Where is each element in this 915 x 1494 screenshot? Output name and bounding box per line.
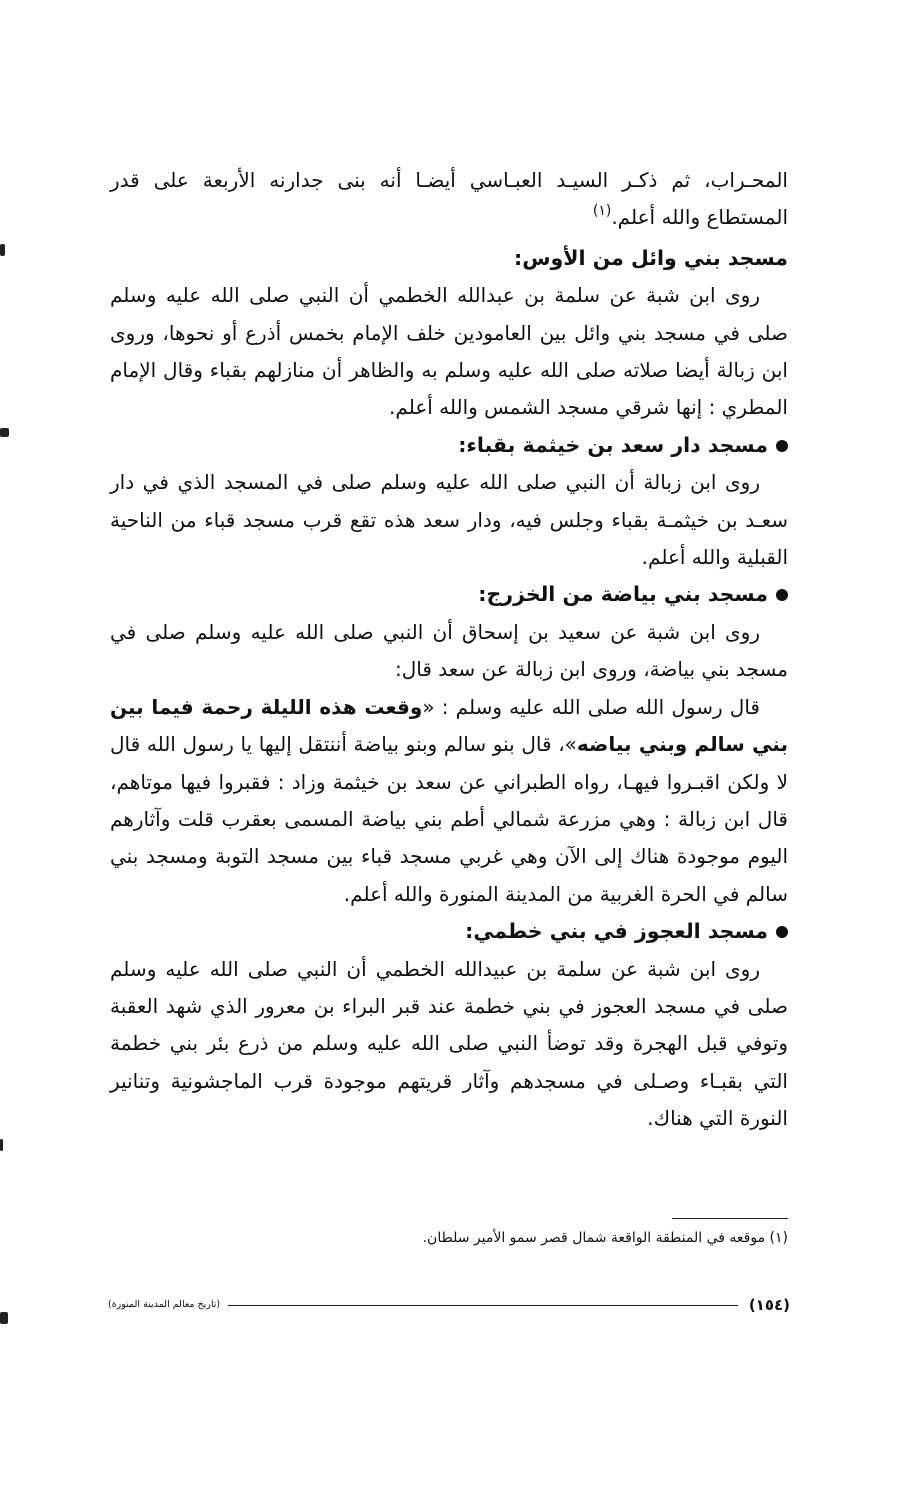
bullet-icon: [776, 589, 788, 601]
heading-text: مسجد بني وائل من الأوس:: [514, 245, 788, 270]
heading-masjid-dar-saad: [110, 427, 788, 464]
heading-text: مسجد دار سعد بن خيثمة بقباء:: [458, 432, 768, 457]
heading-text: مسجد بني بياضة من الخزرج:: [478, 582, 768, 607]
running-title: (تاريخ معالم المدينة المنورة): [108, 1299, 221, 1310]
hadith-intro: قال رسول الله صلى الله عليه وسلم : «: [422, 694, 760, 719]
heading-masjid-al-ajuz: [110, 913, 788, 950]
footnote-reference: (١): [592, 203, 612, 220]
paragraph-dar-saad: روى ابن زبالة أن النبي صلى الله عليه وسلم صلى في المسجد الذي في دار سعـد بن خيثمـة بقباء وجلس فيه، ودار سعد هذه تقع قرب مسجد قباء من الناحية القبلية والله أعلم.: [110, 470, 788, 570]
bullet-icon: [776, 926, 788, 938]
paragraph-al-ajuz: روى ابن شبة عن سلمة بن عبيدالله الخطمي أن النبي صلى الله عليه وسلم صلى في مسجد العجوز في بني خطمة عند قبر البراء بن معرور الذي شهد العقبة وتوفي قبل الهجرة وقد توضأ النبي صلى الله عليه وسلم من ذرع بئر بني خطمة التي بقبـاء وصـلى في مسجدهم وآثار قريتهم موجودة قرب الماجشونية وتنانير النورة التي هناك.: [110, 956, 788, 1131]
footnote-separator: [672, 1218, 788, 1219]
heading-masjid-bani-wail: [110, 240, 788, 277]
heading-masjid-bani-bayada: [110, 576, 788, 613]
footnote: (١) موقعه في المنطقة الواقعة شمال قصر سمو الأمير سلطان.: [422, 1230, 788, 1246]
footer-rule: [228, 1305, 738, 1306]
paragraph-0: [110, 162, 788, 240]
hadith-rest: »، قال بنو سالم وبنو بياضة أننتقل إليها يا رسول الله قال لا ولكن اقبـروا فيهـا، رواه الطبراني عن سعد بن خيثمة وزاد : فقبروا فيها موتاهم، قال ابن زبالة : وهي مزرعة شمالي أطم بني بياضة المسمى بعقرب قلت وآثارهم اليوم موجودة هناك إلى الآن وهي غربي مسجد قباء بين مسجد التوبة ومسجد بني سالم في الحرة الغربية من المدينة المنورة والله أعلم.: [110, 732, 788, 906]
page-number: (١٥٤): [748, 1296, 790, 1314]
paragraph-bani-bayada: روى ابن شبة عن سعيد بن إسحاق أن النبي صلى الله عليه وسلم صلى في مسجد بني بياضة، وروى ابن زبالة عن سعد قال:: [110, 619, 788, 682]
main-text: [110, 162, 788, 1138]
scan-edge-mark: [0, 428, 9, 437]
heading-text: مسجد العجوز في بني خطمي:: [465, 919, 768, 944]
hadith-quote: وقعت هذه الليلة رحمة فيما بين بني سالم وبني بياضه: [110, 694, 788, 757]
paragraph-bani-wail: روى ابن شبة عن سلمة بن عبدالله الخطمي أن النبي صلى الله عليه وسلم صلى في مسجد بني وائل بين العامودين خلف الإمام بخمس أذرع أو نحوها، وروى ابن زبالة أيضا صلاته صلى الله عليه وسلم به والظاهر أن منازلهم بقباء وقال الإمام المطري : إنها شرقي مسجد الشمس والله أعلم.: [110, 283, 788, 420]
bullet-icon: [776, 440, 788, 452]
scan-edge-mark: [0, 244, 5, 256]
scan-edge-mark: [0, 1139, 3, 1151]
page-footer: [108, 1293, 790, 1317]
paragraph-0-text: المحـراب، ثم ذكـر السيـد العبـاسي أيضـا أنه بنى جدارنه الأربعة على قدر المستطاع والله أعلم.: [110, 168, 788, 230]
paragraph-hadith: [110, 689, 788, 913]
scan-edge-mark: [0, 1312, 8, 1324]
